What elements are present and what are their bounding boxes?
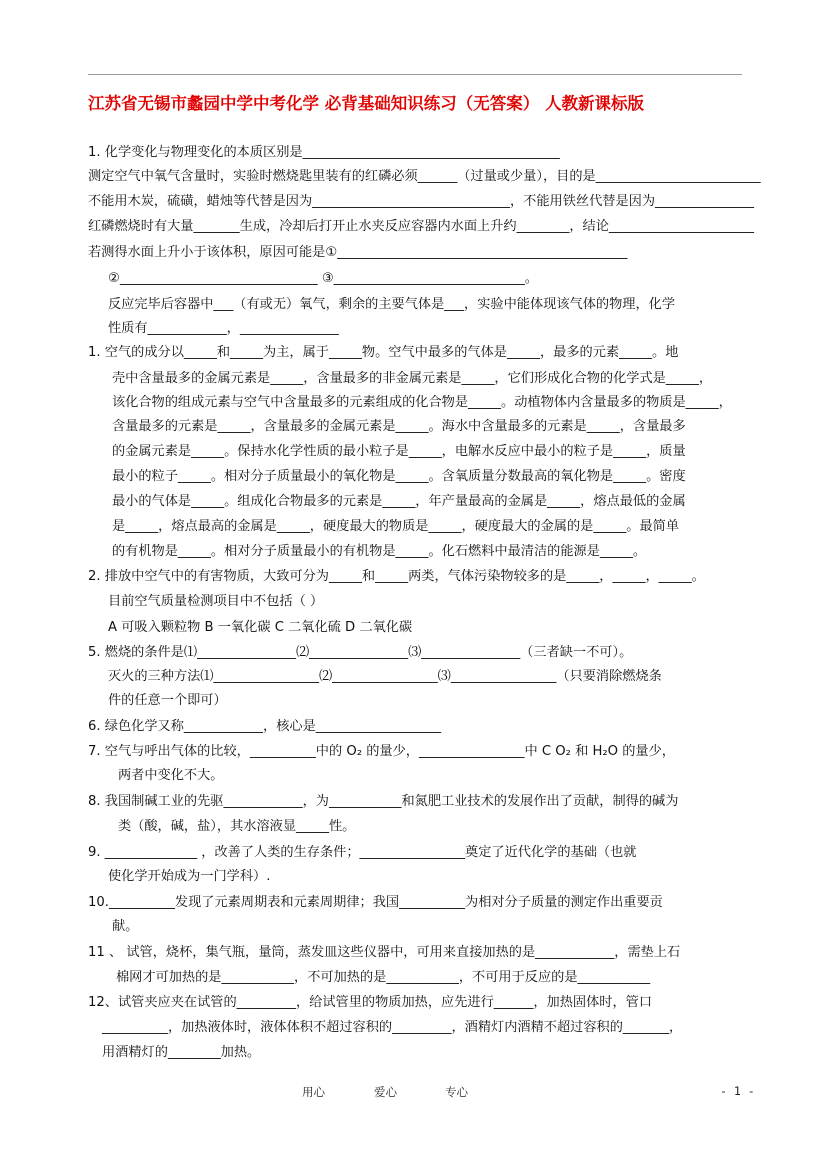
question-line: 6. 绿色化学又称____________，核心是___________________: [88, 719, 442, 734]
question-line: 的有机物是_____。相对分子质量最小的有机物是_____。化石燃料中最清洁的能源是_____。: [112, 544, 647, 559]
question-line: 的金属元素是_____。保持水化学性质的最小粒子是_____，电解水反应中最小的粒子是_____，质量: [112, 444, 686, 459]
question-line: 12、试管夹应夹在试管的_________，给试管里的物质加热，应先进行______，加热固体时，管口: [88, 995, 653, 1010]
question-line: 5. 燃烧的条件是⑴_______________⑵_______________⑶_______________（三者缺一不可）。: [88, 645, 633, 660]
page-number: - 1 -: [720, 1084, 755, 1098]
question-line: 含量最多的元素是_____，含量最多的金属元素是_____。海水中含量最多的元素是_____，含量最多: [112, 419, 686, 434]
question-line: 灭火的三种方法⑴________________⑵________________⑶________________（只要消除燃烧条: [108, 669, 662, 684]
question-line: 该化合物的组成元素与空气中含量最多的元素组成的化合物是_____。动植物体内含量最多的物质是_____，: [112, 395, 732, 410]
footer-label: 用心: [302, 1085, 325, 1099]
question-line: 11 、 试管，烧杯，集气瓶，量筒，蒸发皿这些仪器中，可用来直接加热的是____________，需垫上石: [88, 945, 681, 960]
question-line: 8. 我国制碱工业的先驱____________，为___________和氮肥工业技术的发展作出了贡献，制得的碱为: [88, 794, 679, 809]
footer-label: 爱心: [374, 1085, 397, 1099]
question-line: 若测得水面上升小于该体积，原因可能是①____________________________________________: [88, 245, 628, 260]
question-line: A 可吸入颗粒物 B 一氧化碳 C 二氧化硫 D 二氧化碳: [108, 620, 413, 635]
question-line: 件的任意一个即可）: [108, 693, 227, 708]
question-line: 最小的气体是_____。组成化合物最多的元素是_____，年产量最高的金属是_____，熔点最低的金属: [112, 494, 686, 509]
question-line: 红磷燃烧时有大量_______生成，冷却后打开止水夹反应容器内水面上升约________，结论______________________: [88, 219, 754, 234]
footer-label: 专心: [445, 1085, 468, 1099]
question-line: 两者中变化不大。: [118, 768, 224, 783]
question-line: 10.__________发现了元素周期表和元素周期律；我国__________为相对分子质量的测定作出重要贡: [88, 895, 663, 910]
question-line: 棉网才可加热的是___________，不可加热的是___________，不可用于反应的是___________: [116, 970, 651, 985]
question-line: 1. 空气的成分以_____和_____为主，属于_____物。空气中最多的气体是_____，最多的元素_____。地: [88, 345, 679, 360]
question-line: 不能用木炭，硫磺，蜡烛等代替是因为______________________________，不能用铁丝代替是因为_______________: [88, 194, 754, 209]
question-line: 测定空气中氧气含量时，实验时燃烧匙里装有的红磷必须______（过量或少量），目的是_________________________: [88, 169, 761, 184]
question-line: 9. ______________ ，改善了人类的生存条件；________________奠定了近代化学的基础（也就: [88, 845, 637, 860]
question-line: 目前空气质量检测项目中不包括（ ）: [108, 594, 324, 609]
question-line: 是_____，熔点最高的金属是_____，硬度最大的物质是_____，硬度最大的金属的是_____。最简单: [112, 519, 680, 534]
question-line: 反应完毕后容器中___（有或无）氧气，剩余的主要气体是___，实验中能体现该气体的物理，化学: [108, 297, 676, 312]
header-rule: [88, 74, 742, 75]
question-line: 1. 化学变化与物理变化的本质区别是_______________________________________: [88, 145, 560, 160]
question-line: 性质有____________，_______________: [108, 321, 339, 336]
question-line: 2. 排放中空气中的有害物质，大致可分为_____和_____两类，气体污染物较多的是_____，_____，_____。: [88, 569, 705, 584]
question-line: 用酒精灯的________加热。: [102, 1045, 261, 1060]
question-line: ②______________________________ ③_____________________________。: [108, 271, 539, 286]
question-line: 最小的粒子_____。相对分子质量最小的氧化物是_____。含氧质量分数最高的氧化物是_____。密度: [112, 469, 686, 484]
question-line: 类（酸，碱，盐），其水溶液显_____性。: [118, 819, 356, 834]
question-line: __________，加热液体时，液体体积不超过容积的_________，酒精灯内酒精不超过容积的_______，: [102, 1020, 683, 1035]
question-line: 壳中含量最多的金属元素是_____，含量最多的非金属元素是_____，它们形成化合物的化学式是_____，: [112, 371, 713, 386]
question-line: 7. 空气与呼出气体的比较，__________中的 O₂ 的量少，________________中 C O₂ 和 H₂O 的量少，: [88, 744, 675, 759]
page-title: 江苏省无锡市蠡园中学中考化学 必背基础知识练习（无答案） 人教新课标版: [88, 94, 644, 113]
question-line: 献。: [112, 919, 139, 934]
question-line: 使化学开始成为一门学科）.: [108, 869, 271, 884]
